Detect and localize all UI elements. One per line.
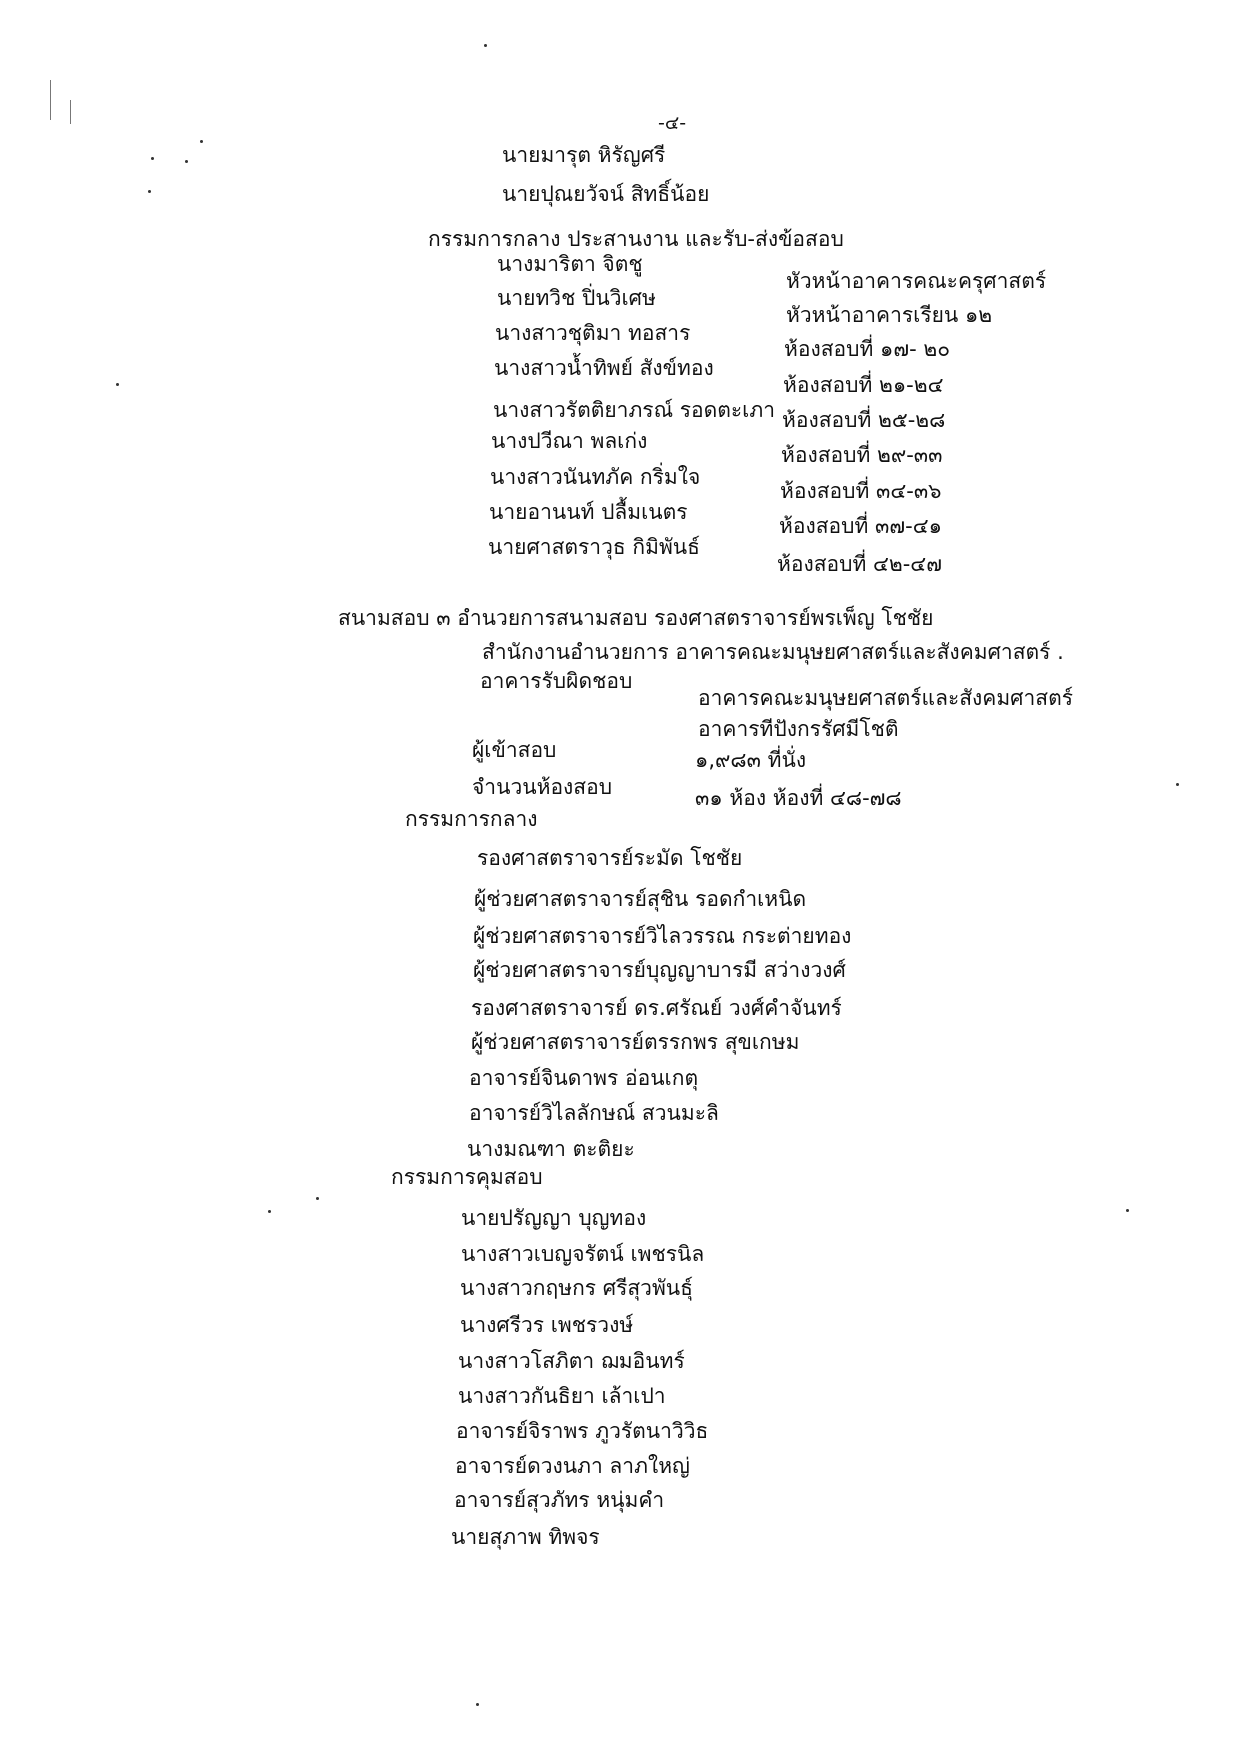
coord-role: หัวหน้าอาคารคณะครุศาสตร์ (786, 269, 1047, 293)
scan-mark (50, 80, 51, 120)
rooms-value: ๓๑ ห้อง ห้องที่ ๔๘-๗๘ (695, 786, 902, 810)
coord-name: นายอานนท์ ปลื้มเนตร (489, 500, 688, 524)
scan-speck (151, 157, 154, 160)
proctor-member: นางศรีวร เพชรวงษ์ (460, 1313, 634, 1337)
section-heading: กรรมการคุมสอบ (391, 1165, 543, 1189)
page-number: -๔- (658, 112, 687, 134)
committee-member: รองศาสตราจารย์ ดร.ศรัณย์ วงศ์คำจันทร์ (471, 996, 842, 1020)
examinees-value: ๑,๙๘๓ ที่นั่ง (695, 748, 807, 772)
scan-speck (484, 44, 487, 47)
committee-member: ผู้ช่วยศาสตราจารย์วิไลวรรณ กระต่ายทอง (473, 924, 852, 948)
committee-member: อาจารย์วิไลลักษณ์ สวนมะลิ (469, 1101, 719, 1125)
scan-speck (200, 140, 203, 143)
proctor-member: อาจารย์ดวงนภา ลาภใหญ่ (455, 1454, 690, 1478)
scan-speck (116, 383, 119, 386)
building-name: อาคารทีปังกรรัศมีโชติ (698, 717, 899, 741)
scan-mark (70, 100, 71, 124)
coord-name: นางสาวนันทภัค กริ่มใจ (490, 465, 701, 489)
committee-member: รองศาสตราจารย์ระมัด โชชัย (477, 846, 743, 870)
scan-speck (476, 1703, 479, 1706)
section-heading: กรรมการกลาง (405, 807, 538, 831)
coord-role: ห้องสอบที่ ๓๔-๓๖ (780, 479, 942, 503)
site-heading: สนามสอบ ๓ อำนวยการสนามสอบ รองศาสตราจารย์พรเพ็ญ โชชัย (338, 606, 934, 630)
scan-speck (268, 1210, 271, 1213)
proctor-member: นายปรัญญา บุญทอง (461, 1206, 647, 1230)
proctor-member: นางสาวโสภิตา ฌมอินทร์ (458, 1349, 685, 1373)
coord-name: นางปวีณา พลเก่ง (491, 429, 648, 453)
building-name: อาคารคณะมนุษยศาสตร์และสังคมศาสตร์ (698, 686, 1074, 710)
scan-speck (185, 160, 188, 163)
proctor-member: นางสาวกฤษกร ศรีสุวพันธุ์ (460, 1276, 693, 1300)
proctor-member: นางสาวกันธิยา เล้าเปา (458, 1384, 666, 1408)
examinees-label: ผู้เข้าสอบ (472, 738, 557, 762)
committee-member: ผู้ช่วยศาสตราจารย์ตรรกพร สุขเกษม (471, 1030, 800, 1054)
proctor-member: อาจารย์จิราพร ภูวรัตนาวิวิธ (456, 1419, 709, 1443)
coord-role: ห้องสอบที่ ๓๗-๔๑ (779, 514, 942, 538)
coord-role: ห้องสอบที่ ๑๗- ๒๐ (784, 337, 951, 361)
proctor-member: อาจารย์สุวภัทร หนุ่มคำ (454, 1488, 665, 1512)
member-name: นายมารุต หิรัญศรี (502, 143, 666, 167)
member-name: นายปุณยวัจน์ สิทธิ์น้อย (502, 182, 710, 206)
committee-member: ผู้ช่วยศาสตราจารย์สุชิน รอดกำเหนิด (474, 887, 807, 911)
coord-name: นางมาริตา จิตชู (497, 252, 643, 276)
rooms-label: จำนวนห้องสอบ (472, 775, 613, 799)
scan-speck (148, 190, 151, 193)
proctor-member: นางสาวเบญจรัตน์ เพชรนิล (461, 1242, 705, 1266)
committee-member: อาจารย์จินดาพร อ่อนเกตุ (469, 1066, 699, 1090)
scan-speck (1126, 1209, 1129, 1212)
coord-role: ห้องสอบที่ ๒๙-๓๓ (781, 443, 943, 467)
coord-role: หัวหน้าอาคารเรียน ๑๒ (786, 303, 993, 327)
scan-speck (316, 1197, 319, 1200)
proctor-member: นายสุภาพ ทิพจร (451, 1525, 600, 1549)
buildings-label: อาคารรับผิดชอบ (480, 669, 633, 693)
coord-role: ห้องสอบที่ ๒๕-๒๘ (782, 408, 946, 432)
coord-name: นางสาวชุติมา ทอสาร (495, 321, 691, 345)
coord-name: นางสาวน้ำทิพย์ สังข์ทอง (494, 356, 714, 380)
coord-name: นายทวิช ปิ่นวิเศษ (497, 286, 656, 310)
office-line: สำนักงานอำนวยการ อาคารคณะมนุษยศาสตร์และสังคมศาสตร์ . (482, 640, 1064, 664)
section-heading: กรรมการกลาง ประสานงาน และรับ-ส่งข้อสอบ (428, 227, 844, 251)
coord-name: นางสาวรัตติยาภรณ์ รอดตะเภา (493, 398, 775, 422)
committee-member: ผู้ช่วยศาสตราจารย์บุญญาบารมี สว่างวงศ์ (473, 958, 846, 982)
coord-role: ห้องสอบที่ ๔๒-๔๗ (777, 552, 942, 576)
scan-speck (1176, 783, 1179, 786)
committee-member: นางมณฑา ตะติยะ (467, 1137, 635, 1161)
coord-name: นายศาสตราวุธ กิมิพันธ์ (488, 535, 700, 559)
coord-role: ห้องสอบที่ ๒๑-๒๔ (783, 373, 944, 397)
